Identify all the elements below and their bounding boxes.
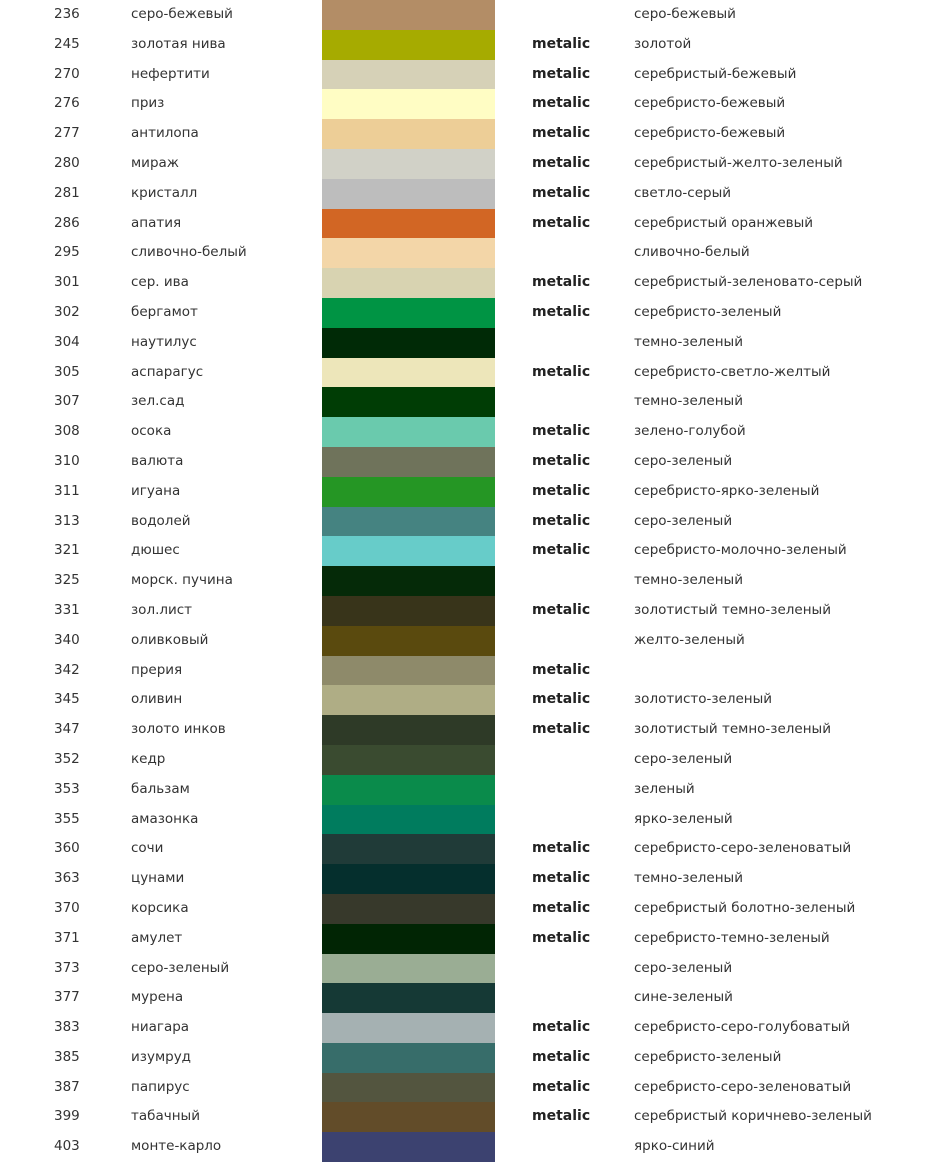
- color-description: серебристо-зеленый: [634, 303, 782, 320]
- color-code: 352: [54, 750, 80, 767]
- finish-label: metalic: [532, 661, 591, 678]
- color-swatch: [322, 1073, 495, 1103]
- table-row: [0, 1132, 936, 1162]
- finish-label: [532, 626, 622, 656]
- color-code: 277: [54, 125, 80, 142]
- color-code: 331: [54, 601, 80, 618]
- color-name: табачный: [131, 1108, 200, 1125]
- table-row: [0, 328, 936, 358]
- color-code: 371: [54, 929, 80, 946]
- finish-label: [532, 328, 622, 358]
- color-description: ярко-синий: [634, 1138, 715, 1155]
- finish-label: metalic: [532, 1019, 591, 1036]
- color-swatch: [322, 387, 495, 417]
- color-code: 387: [54, 1078, 80, 1095]
- finish-label: metalic: [532, 721, 591, 738]
- finish-label: [532, 745, 622, 775]
- color-swatch: [322, 328, 495, 358]
- color-code: 236: [54, 6, 80, 22]
- color-description: серо-зеленый: [634, 959, 733, 976]
- finish-label: [532, 1132, 622, 1162]
- finish-label: metalic: [532, 601, 591, 618]
- color-description: серо-зеленый: [634, 750, 733, 767]
- table-row: [0, 1102, 936, 1132]
- color-description: темно-зеленый: [634, 333, 743, 350]
- color-name: сер. ива: [131, 274, 189, 291]
- color-swatch: [322, 626, 495, 656]
- finish-label: metalic: [532, 1048, 591, 1065]
- color-swatch: [322, 566, 495, 596]
- color-code: 281: [54, 184, 80, 201]
- color-description: золотисто-зеленый: [634, 691, 773, 708]
- table-row: [0, 358, 936, 388]
- color-swatch: [322, 1043, 495, 1073]
- table-row: [0, 1043, 936, 1073]
- finish-label: metalic: [532, 452, 591, 469]
- table-row: [0, 894, 936, 924]
- color-description: темно-зеленый: [634, 393, 743, 410]
- finish-label: [532, 805, 622, 835]
- color-description: серебристый коричнево-зеленый: [634, 1108, 872, 1125]
- color-name: монте-карло: [131, 1138, 222, 1155]
- color-description: серебристо-молочно-зеленый: [634, 542, 847, 559]
- table-row: [0, 417, 936, 447]
- color-name: ниагара: [131, 1019, 190, 1036]
- color-code: 355: [54, 810, 80, 827]
- color-description: серебристый-зеленовато-серый: [634, 274, 863, 291]
- finish-label: [532, 0, 622, 30]
- color-name: осока: [131, 423, 172, 440]
- color-description: серебристо-бежевый: [634, 95, 786, 112]
- finish-label: metalic: [532, 482, 591, 499]
- color-name: оливин: [131, 691, 183, 708]
- color-code: 340: [54, 631, 80, 648]
- color-code: 280: [54, 154, 80, 171]
- color-name: серо-бежевый: [131, 6, 233, 22]
- finish-label: metalic: [532, 423, 591, 440]
- color-description: [634, 656, 934, 686]
- table-row: [0, 864, 936, 894]
- table-row: [0, 268, 936, 298]
- color-swatch: [322, 119, 495, 149]
- color-description: серебристый-желто-зеленый: [634, 154, 843, 171]
- finish-label: metalic: [532, 154, 591, 171]
- color-code: 399: [54, 1108, 80, 1125]
- color-description: золотистый темно-зеленый: [634, 601, 831, 618]
- table-row: [0, 983, 936, 1013]
- color-name: мираж: [131, 154, 179, 171]
- color-swatch: [322, 298, 495, 328]
- color-name: зол.лист: [131, 601, 193, 618]
- table-row: [0, 656, 936, 686]
- color-name: прерия: [131, 661, 183, 678]
- color-description: ярко-зеленый: [634, 810, 733, 827]
- color-code: 363: [54, 870, 80, 887]
- color-swatch: [322, 894, 495, 924]
- color-description: серебристо-серо-зеленоватый: [634, 840, 852, 857]
- color-description: сине-зеленый: [634, 989, 733, 1006]
- color-description: серебристо-темно-зеленый: [634, 929, 830, 946]
- color-code: 383: [54, 1019, 80, 1036]
- color-code: 286: [54, 214, 80, 231]
- table-row: [0, 209, 936, 239]
- color-swatch: [322, 268, 495, 298]
- color-name: амазонка: [131, 810, 199, 827]
- color-code: 245: [54, 35, 80, 52]
- color-code: 360: [54, 840, 80, 857]
- color-swatch: [322, 417, 495, 447]
- color-name: приз: [131, 95, 165, 112]
- color-code: 270: [54, 65, 80, 82]
- color-code: 311: [54, 482, 80, 499]
- color-swatch: [322, 1102, 495, 1132]
- color-swatch: [322, 596, 495, 626]
- color-description: серебристо-ярко-зеленый: [634, 482, 820, 499]
- color-description: серебристо-серо-зеленоватый: [634, 1078, 852, 1095]
- color-swatch: [322, 983, 495, 1013]
- finish-label: metalic: [532, 512, 591, 529]
- color-name: водолей: [131, 512, 191, 529]
- color-description: золотистый темно-зеленый: [634, 721, 831, 738]
- finish-label: metalic: [532, 870, 591, 887]
- color-code: 308: [54, 423, 80, 440]
- finish-label: [532, 954, 622, 984]
- color-name: наутилус: [131, 333, 197, 350]
- color-description: серебристо-зеленый: [634, 1048, 782, 1065]
- color-description: серо-бежевый: [634, 6, 736, 22]
- finish-label: metalic: [532, 691, 591, 708]
- table-row: [0, 715, 936, 745]
- color-name: аспарагус: [131, 363, 204, 380]
- color-swatch: [322, 209, 495, 239]
- color-code: 347: [54, 721, 80, 738]
- color-swatch: [322, 89, 495, 119]
- color-code: 305: [54, 363, 80, 380]
- color-code: 325: [54, 572, 80, 589]
- color-swatch: [322, 715, 495, 745]
- color-code: 345: [54, 691, 80, 708]
- color-code: 307: [54, 393, 80, 410]
- table-row: [0, 1073, 936, 1103]
- color-code: 385: [54, 1048, 80, 1065]
- color-swatch: [322, 0, 495, 30]
- table-row: [0, 834, 936, 864]
- table-row: [0, 387, 936, 417]
- table-row: [0, 477, 936, 507]
- color-swatch: [322, 805, 495, 835]
- table-row: [0, 238, 936, 268]
- color-name: мурена: [131, 989, 184, 1006]
- finish-label: metalic: [532, 929, 591, 946]
- table-row: [0, 1013, 936, 1043]
- color-swatch: [322, 30, 495, 60]
- color-swatch: [322, 745, 495, 775]
- color-swatch: [322, 775, 495, 805]
- color-description: золотой: [634, 35, 692, 52]
- table-row: [0, 149, 936, 179]
- table-row: [0, 805, 936, 835]
- color-code: 373: [54, 959, 80, 976]
- finish-label: metalic: [532, 363, 591, 380]
- color-swatch: [322, 179, 495, 209]
- table-row: [0, 924, 936, 954]
- color-swatch: [322, 536, 495, 566]
- color-name: кристалл: [131, 184, 198, 201]
- color-name: амулет: [131, 929, 183, 946]
- color-code: 370: [54, 899, 80, 916]
- color-name: игуана: [131, 482, 181, 499]
- color-description: серебристо-бежевый: [634, 125, 786, 142]
- color-code: 276: [54, 95, 80, 112]
- table-row: [0, 596, 936, 626]
- color-name: оливковый: [131, 631, 209, 648]
- color-swatch: [322, 358, 495, 388]
- finish-label: metalic: [532, 1078, 591, 1095]
- finish-label: metalic: [532, 95, 591, 112]
- table-row: [0, 685, 936, 715]
- color-name: цунами: [131, 870, 185, 887]
- table-row: [0, 119, 936, 149]
- color-description: серебристо-светло-желтый: [634, 363, 831, 380]
- color-name: нефертити: [131, 65, 210, 82]
- color-swatch: [322, 1013, 495, 1043]
- color-name: корсика: [131, 899, 189, 916]
- finish-label: [532, 983, 622, 1013]
- color-code: 304: [54, 333, 80, 350]
- finish-label: metalic: [532, 899, 591, 916]
- color-name: антилопа: [131, 125, 199, 142]
- table-row: [0, 507, 936, 537]
- color-description: серо-зеленый: [634, 452, 733, 469]
- finish-label: metalic: [532, 840, 591, 857]
- finish-label: metalic: [532, 184, 591, 201]
- color-description: зеленый: [634, 780, 695, 797]
- finish-label: metalic: [532, 125, 591, 142]
- color-swatch: [322, 924, 495, 954]
- color-swatch: [322, 60, 495, 90]
- color-name: сочи: [131, 840, 164, 857]
- color-name: бергамот: [131, 303, 198, 320]
- color-description: сливочно-белый: [634, 244, 750, 261]
- color-description: желто-зеленый: [634, 631, 745, 648]
- color-swatch: [322, 1132, 495, 1162]
- table-row: [0, 60, 936, 90]
- color-name: дюшес: [131, 542, 180, 559]
- table-row: [0, 89, 936, 119]
- finish-label: metalic: [532, 542, 591, 559]
- color-description: серебристый-бежевый: [634, 65, 797, 82]
- table-row: [0, 775, 936, 805]
- finish-label: metalic: [532, 65, 591, 82]
- finish-label: metalic: [532, 274, 591, 291]
- color-code: 342: [54, 661, 80, 678]
- color-code: 302: [54, 303, 80, 320]
- finish-label: metalic: [532, 214, 591, 231]
- color-name: серо-зеленый: [131, 959, 230, 976]
- color-swatch: [322, 656, 495, 686]
- finish-label: [532, 775, 622, 805]
- color-code: 403: [54, 1138, 80, 1155]
- color-code: 313: [54, 512, 80, 529]
- table-row: [0, 954, 936, 984]
- color-swatch: [322, 834, 495, 864]
- table-row: [0, 745, 936, 775]
- color-name: апатия: [131, 214, 182, 231]
- color-description: темно-зеленый: [634, 572, 743, 589]
- color-description: зелено-голубой: [634, 423, 746, 440]
- color-swatch: [322, 447, 495, 477]
- color-description: серебристый оранжевый: [634, 214, 814, 231]
- table-row: [0, 0, 936, 30]
- color-name: изумруд: [131, 1048, 192, 1065]
- color-code: 377: [54, 989, 80, 1006]
- color-swatch: [322, 954, 495, 984]
- table-row: [0, 179, 936, 209]
- color-swatch: [322, 238, 495, 268]
- finish-label: metalic: [532, 303, 591, 320]
- color-description: серо-зеленый: [634, 512, 733, 529]
- finish-label: metalic: [532, 35, 591, 52]
- color-name: бальзам: [131, 780, 190, 797]
- table-row: [0, 447, 936, 477]
- color-code: 353: [54, 780, 80, 797]
- color-description: светло-серый: [634, 184, 732, 201]
- color-name: кедр: [131, 750, 166, 767]
- table-row: [0, 566, 936, 596]
- finish-label: [532, 387, 622, 417]
- color-name: папирус: [131, 1078, 190, 1095]
- color-swatch: [322, 149, 495, 179]
- finish-label: metalic: [532, 1108, 591, 1125]
- color-swatch: [322, 864, 495, 894]
- finish-label: [532, 566, 622, 596]
- table-row: [0, 30, 936, 60]
- table-row: [0, 298, 936, 328]
- color-description: темно-зеленый: [634, 870, 743, 887]
- finish-label: [532, 238, 622, 268]
- color-description: серебристо-серо-голубоватый: [634, 1019, 851, 1036]
- color-name: золотая нива: [131, 35, 226, 52]
- color-name: морск. пучина: [131, 572, 233, 589]
- color-name: сливочно-белый: [131, 244, 247, 261]
- color-code: 295: [54, 244, 80, 261]
- color-swatch: [322, 477, 495, 507]
- table-row: [0, 626, 936, 656]
- color-code: 301: [54, 274, 80, 291]
- color-name: золото инков: [131, 721, 226, 738]
- color-code: 321: [54, 542, 80, 559]
- color-name: зел.сад: [131, 393, 185, 410]
- color-description: серебристый болотно-зеленый: [634, 899, 856, 916]
- color-swatch: [322, 685, 495, 715]
- color-swatch: [322, 507, 495, 537]
- color-name: валюта: [131, 452, 184, 469]
- color-code: 310: [54, 452, 80, 469]
- table-row: [0, 536, 936, 566]
